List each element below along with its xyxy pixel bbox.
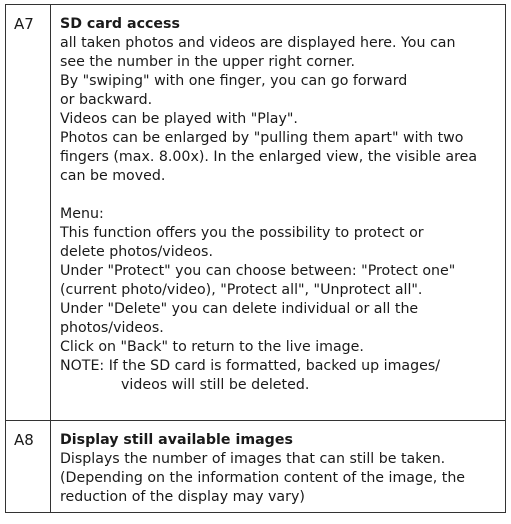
description-line: This function offers you the possibility to protect or [60,225,424,241]
item-id: A8 [6,421,51,513]
description-line: or backward. [60,92,153,108]
description-line: see the number in the upper right corner. [60,54,356,70]
description-line: Under "Delete" you can delete individual or all the [60,301,419,317]
description-line: all taken photos and videos are displayed here. You can [60,35,456,51]
description-line: Photos can be enlarged by "pulling them apart" with two [60,130,464,146]
description-line: Under "Protect" you can choose between: "Protect one" [60,263,456,279]
menu-heading: Menu: [60,206,104,222]
item-description [51,421,506,513]
description-line: can be moved. [60,168,166,184]
table-row-a7 [6,5,506,421]
item-title: Display still available images [60,432,293,448]
description-line: By "swiping" with one finger, you can go forward [60,73,408,89]
description-line: fingers (max. 8.00x). In the enlarged view, the visible area [60,149,478,165]
paragraph-spacer [60,186,499,205]
item-id: A7 [6,5,51,421]
description-line: Click on "Back" to return to the live image. [60,339,364,355]
note-line-continued: videos will still be deleted. [121,377,310,393]
note-line: NOTE: If the SD card is formatted, backed up images/ [60,358,441,374]
manual-table [5,4,506,513]
description-line: photos/videos. [60,320,164,336]
item-title: SD card access [60,16,180,32]
description-line: (Depending on the information content of the image, the [60,470,466,486]
description-line: (current photo/video), "Protect all", "Unprotect all". [60,282,423,298]
item-description [51,5,506,421]
description-line: Displays the number of images that can still be taken. [60,451,446,467]
table-row-a8 [6,421,506,513]
description-line: Videos can be played with "Play". [60,111,298,127]
description-line: delete photos/videos. [60,244,213,260]
description-line: reduction of the display may vary) [60,489,305,505]
